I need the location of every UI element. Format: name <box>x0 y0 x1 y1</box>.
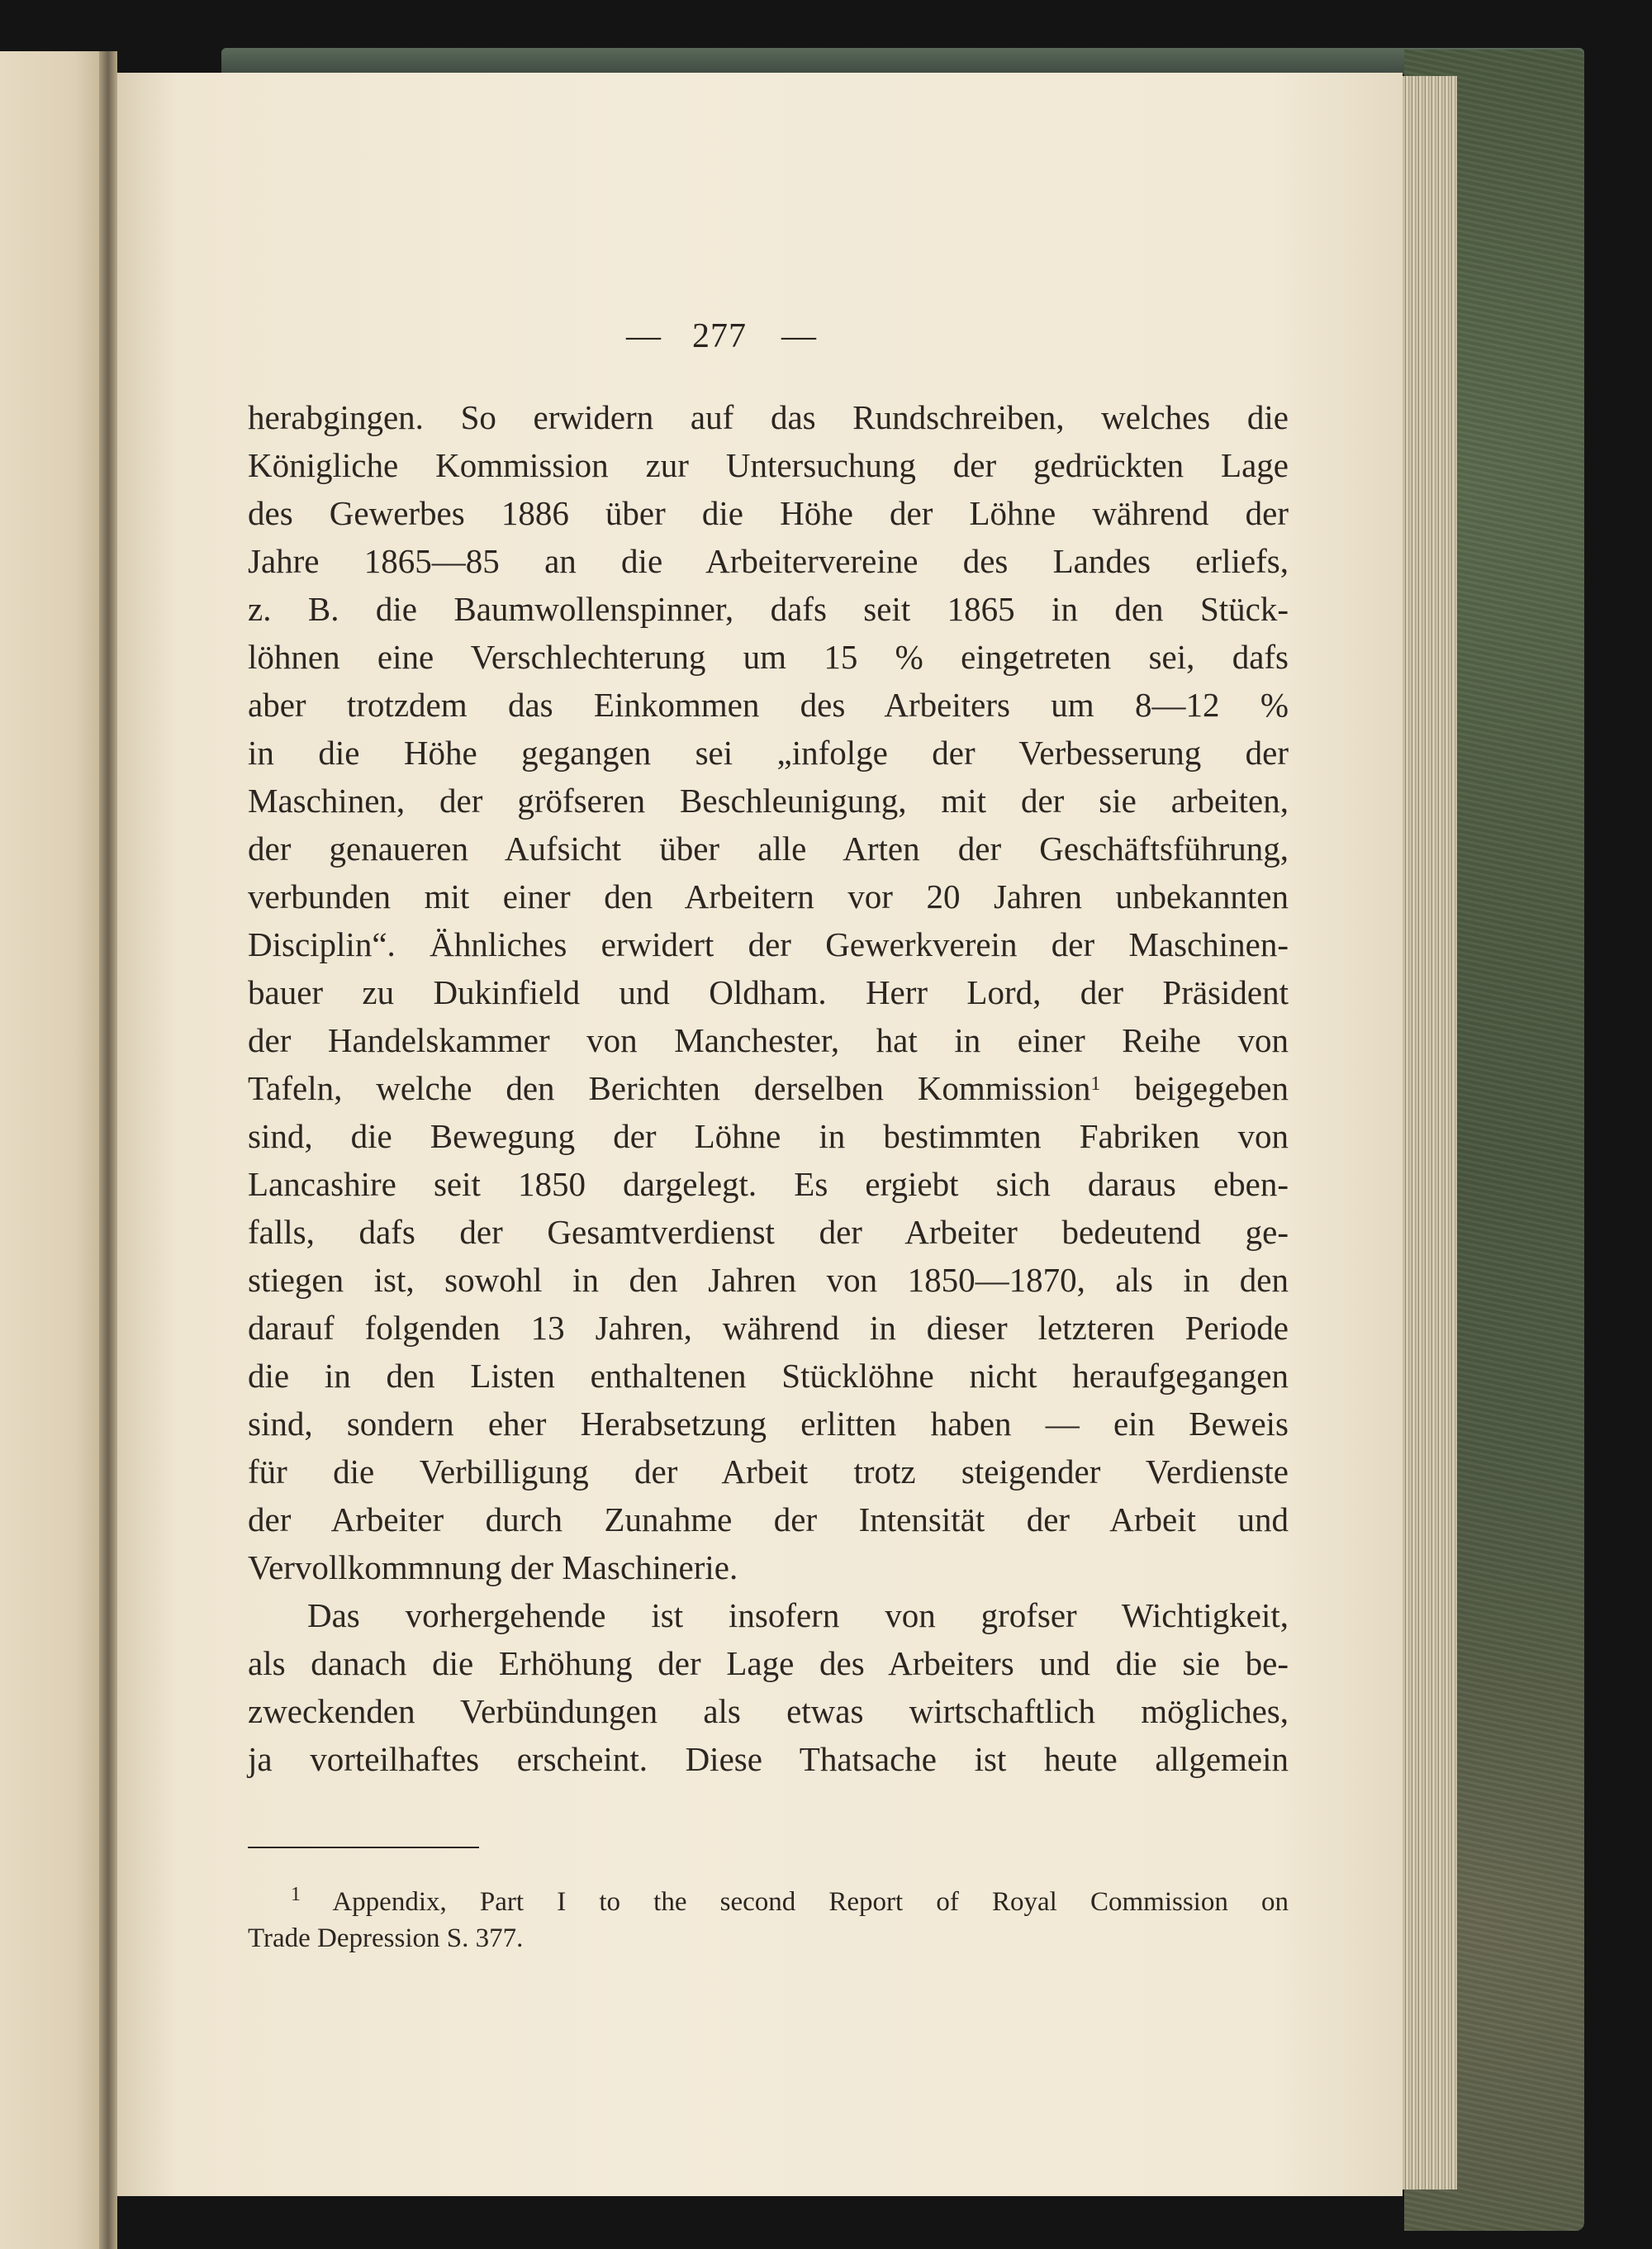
text-line: Das vorhergehende ist insofern von grofser Wichtigkeit, <box>307 1596 1289 1634</box>
text-line: der Handelskammer von Manchester, hat in einer Reihe von <box>248 1021 1289 1059</box>
text-line: herabgingen. So erwidern auf das Rundschreiben, welches die <box>248 398 1289 436</box>
facing-page-edge <box>0 51 106 2249</box>
text-segment: beigegeben <box>1100 1069 1289 1107</box>
text-line: Vervollkommnung der Maschinerie. <box>248 1548 738 1586</box>
text-line: die in den Listen enthaltenen Stücklöhne nicht heraufgegangen <box>248 1357 1289 1395</box>
text-line: Maschinen, der gröfseren Beschleunigung, mit der sie arbeiten, <box>248 782 1289 820</box>
footnote-text: Appendix, Part I to the second Report of Royal Commission on <box>332 1887 1289 1917</box>
text-line: Königliche Kommission zur Untersuchung der gedrückten Lage <box>248 446 1289 484</box>
text-line: des Gewerbes 1886 über die Höhe der Löhne während der <box>248 494 1289 532</box>
page-block-edges <box>1396 76 1457 2190</box>
text-line: Disciplin“. Ähnliches erwidert der Gewerkverein der Maschinen- <box>248 925 1289 963</box>
text-line: sind, sondern eher Herabsetzung erlitten haben — ein Beweis <box>248 1405 1289 1443</box>
page-number: 277 <box>692 317 747 355</box>
text-segment: Tafeln, welche den Berichten derselben Kommission <box>248 1069 1091 1107</box>
text-line: der genaueren Aufsicht über alle Arten der Geschäftsführung, <box>248 830 1289 868</box>
body-text <box>248 393 1289 1783</box>
footnote-reference: 1 <box>1090 1073 1101 1095</box>
text-line: aber trotzdem das Einkommen des Arbeiters um 8—12 % <box>248 686 1289 724</box>
text-line: löhnen eine Verschlechterung um 15 % eingetreten sei, dafs <box>248 638 1289 676</box>
text-line: der Arbeiter durch Zunahme der Intensität der Arbeit und <box>248 1500 1289 1538</box>
gutter-shadow <box>99 51 117 2249</box>
footnote-line <box>248 1884 1289 1920</box>
footnote-mark: 1 <box>291 1884 301 1905</box>
text-line: für die Verbilligung der Arbeit trotz steigender Verdienste <box>248 1453 1289 1491</box>
book-page <box>114 73 1403 2196</box>
header-dash-left: — <box>626 317 662 355</box>
text-line: verbunden mit einer den Arbeitern vor 20 Jahren unbekannten <box>248 877 1289 915</box>
text-line: stiegen ist, sowohl in den Jahren von 1850—1870, als in den <box>248 1261 1289 1299</box>
header-dash-right: — <box>781 317 817 355</box>
text-line: als danach die Erhöhung der Lage des Arbeiters und die sie be- <box>248 1644 1289 1682</box>
footnote-separator <box>248 1847 479 1848</box>
text-line: Jahre 1865—85 an die Arbeitervereine des Landes erliefs, <box>248 542 1289 580</box>
text-line: bauer zu Dukinfield und Oldham. Herr Lord, der Präsident <box>248 973 1289 1011</box>
text-line: falls, dafs der Gesamtverdienst der Arbeiter bedeutend ge- <box>248 1213 1289 1251</box>
text-line: darauf folgenden 13 Jahren, während in dieser letzteren Periode <box>248 1309 1289 1347</box>
text-line: ja vorteilhaftes erscheint. Diese Thatsache ist heute allgemein <box>248 1740 1289 1778</box>
footnote <box>248 1884 1289 1957</box>
text-line: zweckenden Verbündungen als etwas wirtschaftlich mögliches, <box>248 1692 1289 1730</box>
text-line: in die Höhe gegangen sei „infolge der Verbesserung der <box>248 734 1289 772</box>
text-line: Lancashire seit 1850 dargelegt. Es ergiebt sich daraus eben- <box>248 1165 1289 1203</box>
text-line: z. B. die Baumwollenspinner, dafs seit 1865 in den Stück- <box>248 590 1289 628</box>
footnote-line: Trade Depression S. 377. <box>248 1923 524 1953</box>
text-line-with-footnote-ref <box>248 1064 1289 1112</box>
book-cover-top-edge <box>221 48 1584 74</box>
text-line: sind, die Bewegung der Löhne in bestimmten Fabriken von <box>248 1117 1289 1155</box>
